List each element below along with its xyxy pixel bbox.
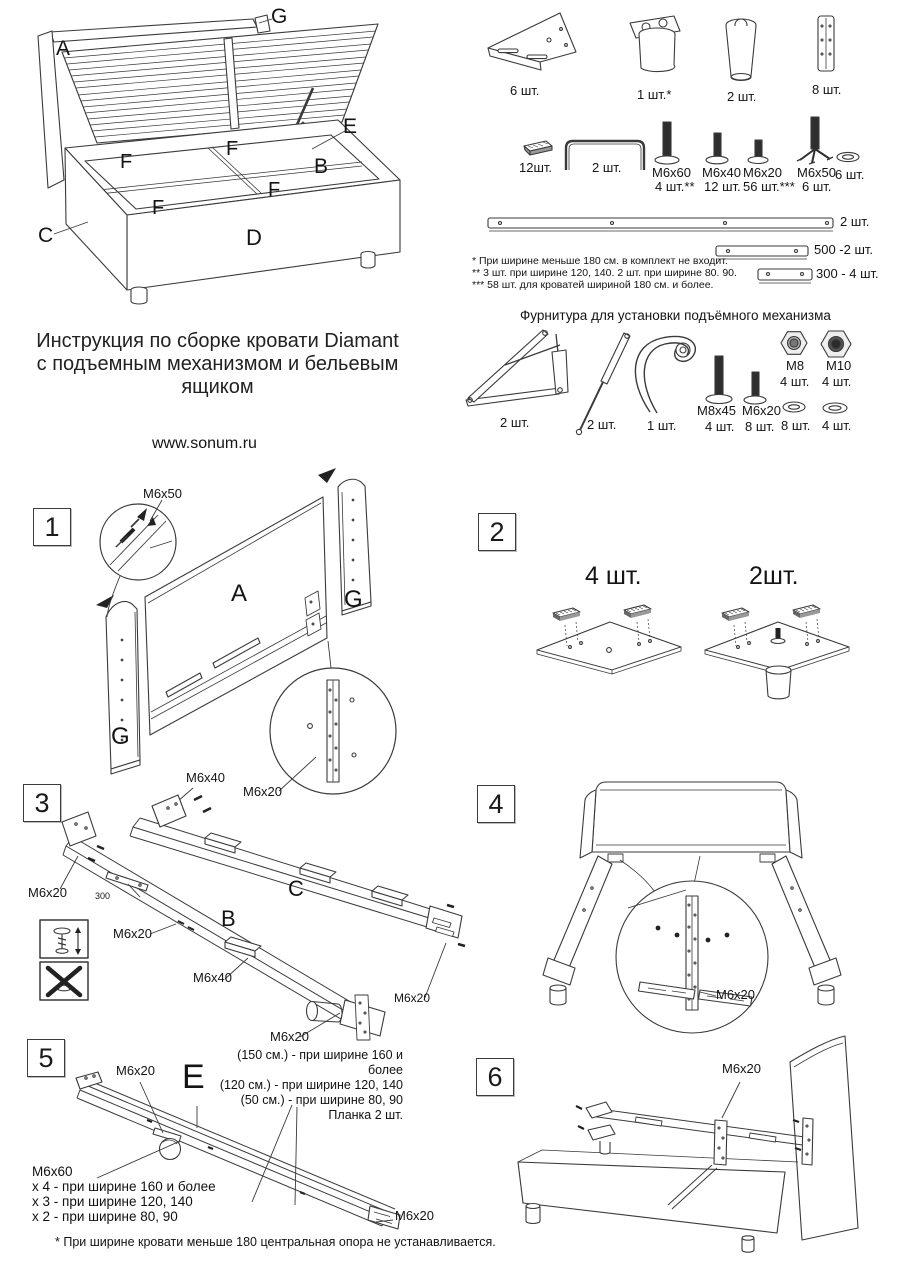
parts-footnote-2: ** 3 шт. при ширине 120, 140. 2 шт. при ширине 80. 90. — [472, 267, 737, 279]
hw-bolt-m8x45-qty: 4 шт. — [705, 419, 735, 434]
step5-x3: х 3 - при ширине 120, 140 — [32, 1194, 193, 1209]
hw-washer4-qty: 4 шт. — [822, 418, 852, 433]
part-plate-qty: 8 шт. — [812, 82, 842, 97]
bolt-m6x60-qty: 4 шт.** — [655, 179, 695, 194]
step3-m6x40-label: M6x40 — [193, 970, 233, 985]
step1-m6x40-label: M6x40 — [186, 770, 226, 785]
rail-long-qty: 2 шт. — [840, 214, 870, 229]
hw-nut-m10-qty: 4 шт. — [822, 374, 852, 389]
step2-drawing — [520, 595, 860, 705]
overview-label-f4: F — [268, 179, 281, 201]
step3-m6x20-bottom-label: M6x20 — [270, 1029, 310, 1044]
step6-m6x20-label: M6x20 — [722, 1061, 762, 1076]
overview-label-f1: F — [120, 151, 133, 173]
bolt-m6x60-label: M6x60 — [652, 165, 692, 180]
step2-qty2-label: 2шт. — [749, 562, 799, 590]
step5-x2: х 2 - при ширине 80, 90 — [32, 1209, 178, 1224]
step6-drawing — [460, 1030, 900, 1275]
step-2-number — [478, 513, 516, 551]
part-bracket-qty: 6 шт. — [510, 83, 540, 98]
hw-strap-qty: 1 шт. — [647, 418, 677, 433]
step2-qty4-label: 4 шт. — [585, 562, 642, 590]
step-3-digit: 3 — [34, 787, 50, 818]
step-2-digit: 2 — [489, 516, 505, 547]
part-ubracket-qty: 2 шт. — [592, 160, 622, 175]
step5-label-e: E — [182, 1058, 205, 1096]
hw-bolt-m6x20-qty: 8 шт. — [745, 419, 775, 434]
bolt-m6x40-qty: 12 шт. — [704, 179, 741, 194]
part-pad-qty: 12шт. — [519, 160, 553, 175]
step-1-number — [33, 508, 71, 546]
step-4-digit: 4 — [488, 788, 504, 819]
overview-label-g: G — [271, 5, 288, 28]
step4-m6x20-label: M6x20 — [716, 987, 756, 1002]
bolt-m6x50-qty: 6 шт. — [802, 179, 832, 194]
bolt-m6x50-label: M6x50 — [797, 165, 837, 180]
bolt-m6x20-label: M6x20 — [743, 165, 783, 180]
rail-300-qty: 300 - 4 шт. — [816, 266, 879, 281]
step-5-digit: 5 — [38, 1042, 54, 1073]
step4-drawing — [468, 770, 893, 1055]
step3-label-b: B — [221, 906, 236, 931]
step5-width-options — [203, 1048, 403, 1123]
step1-label-a: A — [231, 580, 248, 607]
part-washer-qty: 6 шт. — [835, 167, 865, 182]
hw-washer8-qty: 8 шт. — [781, 418, 811, 433]
step1-label-g-left: G — [111, 723, 130, 750]
step3-label-c: C — [288, 876, 304, 901]
step5-option-150: (150 см.) - при ширине 160 и более — [237, 1048, 403, 1077]
step1-m6x50-label: M6x50 — [143, 486, 183, 501]
overview-label-e: E — [343, 115, 358, 138]
step5-m6x20-top-label: M6x20 — [116, 1063, 156, 1078]
step5-m6x60-label: M6x60 — [32, 1164, 73, 1179]
overview-label-d: D — [246, 225, 262, 250]
step3-drawing — [20, 772, 468, 1050]
parts-footnote-1: * При ширине меньше 180 см. в комплект не входит. — [472, 255, 728, 267]
part-leg-qty: 2 шт. — [727, 89, 757, 104]
step3-dim-300-label: 300 — [95, 891, 111, 901]
step1-label-g-right: G — [344, 586, 363, 613]
step5-x4: х 4 - при ширине 160 и более — [32, 1179, 216, 1194]
page-title-line2: с подъемным механизмом и бельевым ящиком — [36, 353, 399, 398]
hw-bolt-m6x20-label: M6x20 — [742, 403, 782, 418]
hw-mechanism-qty: 2 шт. — [500, 415, 530, 430]
website-url: www.sonum.ru — [152, 435, 257, 452]
step5-m6x20-right-label: M6x20 — [395, 1208, 435, 1223]
parts-footnote-3: *** 58 шт. для кроватей шириной 180 см. и более. — [472, 279, 714, 291]
hw-nut-m8-label: М8 — [786, 358, 805, 373]
step1-drawing — [75, 468, 460, 813]
bolt-m6x40-label: M6x40 — [702, 165, 742, 180]
page-title-line1: Инструкция по сборке кровати Diamant — [36, 330, 399, 352]
rail-500-qty: 500 -2 шт. — [814, 242, 874, 257]
footer-note: * При ширине кровати меньше 180 центральная опора не устанавливается. — [55, 1235, 496, 1249]
hardware-section-title: Фурнитура для установки подъёмного механизма — [520, 308, 831, 323]
bolt-m6x20-qty: 56 шт.*** — [743, 179, 795, 194]
step3-m6x20-b-label: M6x20 — [113, 926, 153, 941]
step-6-digit: 6 — [487, 1061, 503, 1092]
step3-m6x20-right-label: M6x20 — [394, 991, 431, 1005]
step1-m6x20-label: M6x20 — [243, 784, 283, 799]
step5-option-50: (50 см.) - при ширине 80, 90 — [240, 1093, 403, 1107]
step-1-digit: 1 — [44, 511, 60, 542]
step5-m6x60-options — [32, 1164, 216, 1224]
step5-option-120: (120 см.) - при ширине 120, 140 — [219, 1078, 403, 1092]
overview-label-c: C — [38, 224, 54, 247]
overview-label-b: B — [314, 155, 329, 178]
hw-nut-m10-label: М10 — [826, 358, 852, 373]
part-center-support-qty: 1 шт.* — [637, 87, 672, 102]
hw-gas-strut-qty: 2 шт. — [587, 417, 617, 432]
hw-bolt-m8x45-label: M8x45 — [697, 403, 737, 418]
hw-nut-m8-qty: 4 шт. — [780, 374, 810, 389]
page-title — [15, 330, 420, 399]
overview-label-f2: F — [226, 138, 239, 160]
step3-m6x20-left-label: M6x20 — [28, 885, 68, 900]
overview-label-a: A — [56, 37, 71, 60]
step5-planka: Планка 2 шт. — [328, 1108, 403, 1122]
overview-label-f3: F — [152, 197, 165, 219]
